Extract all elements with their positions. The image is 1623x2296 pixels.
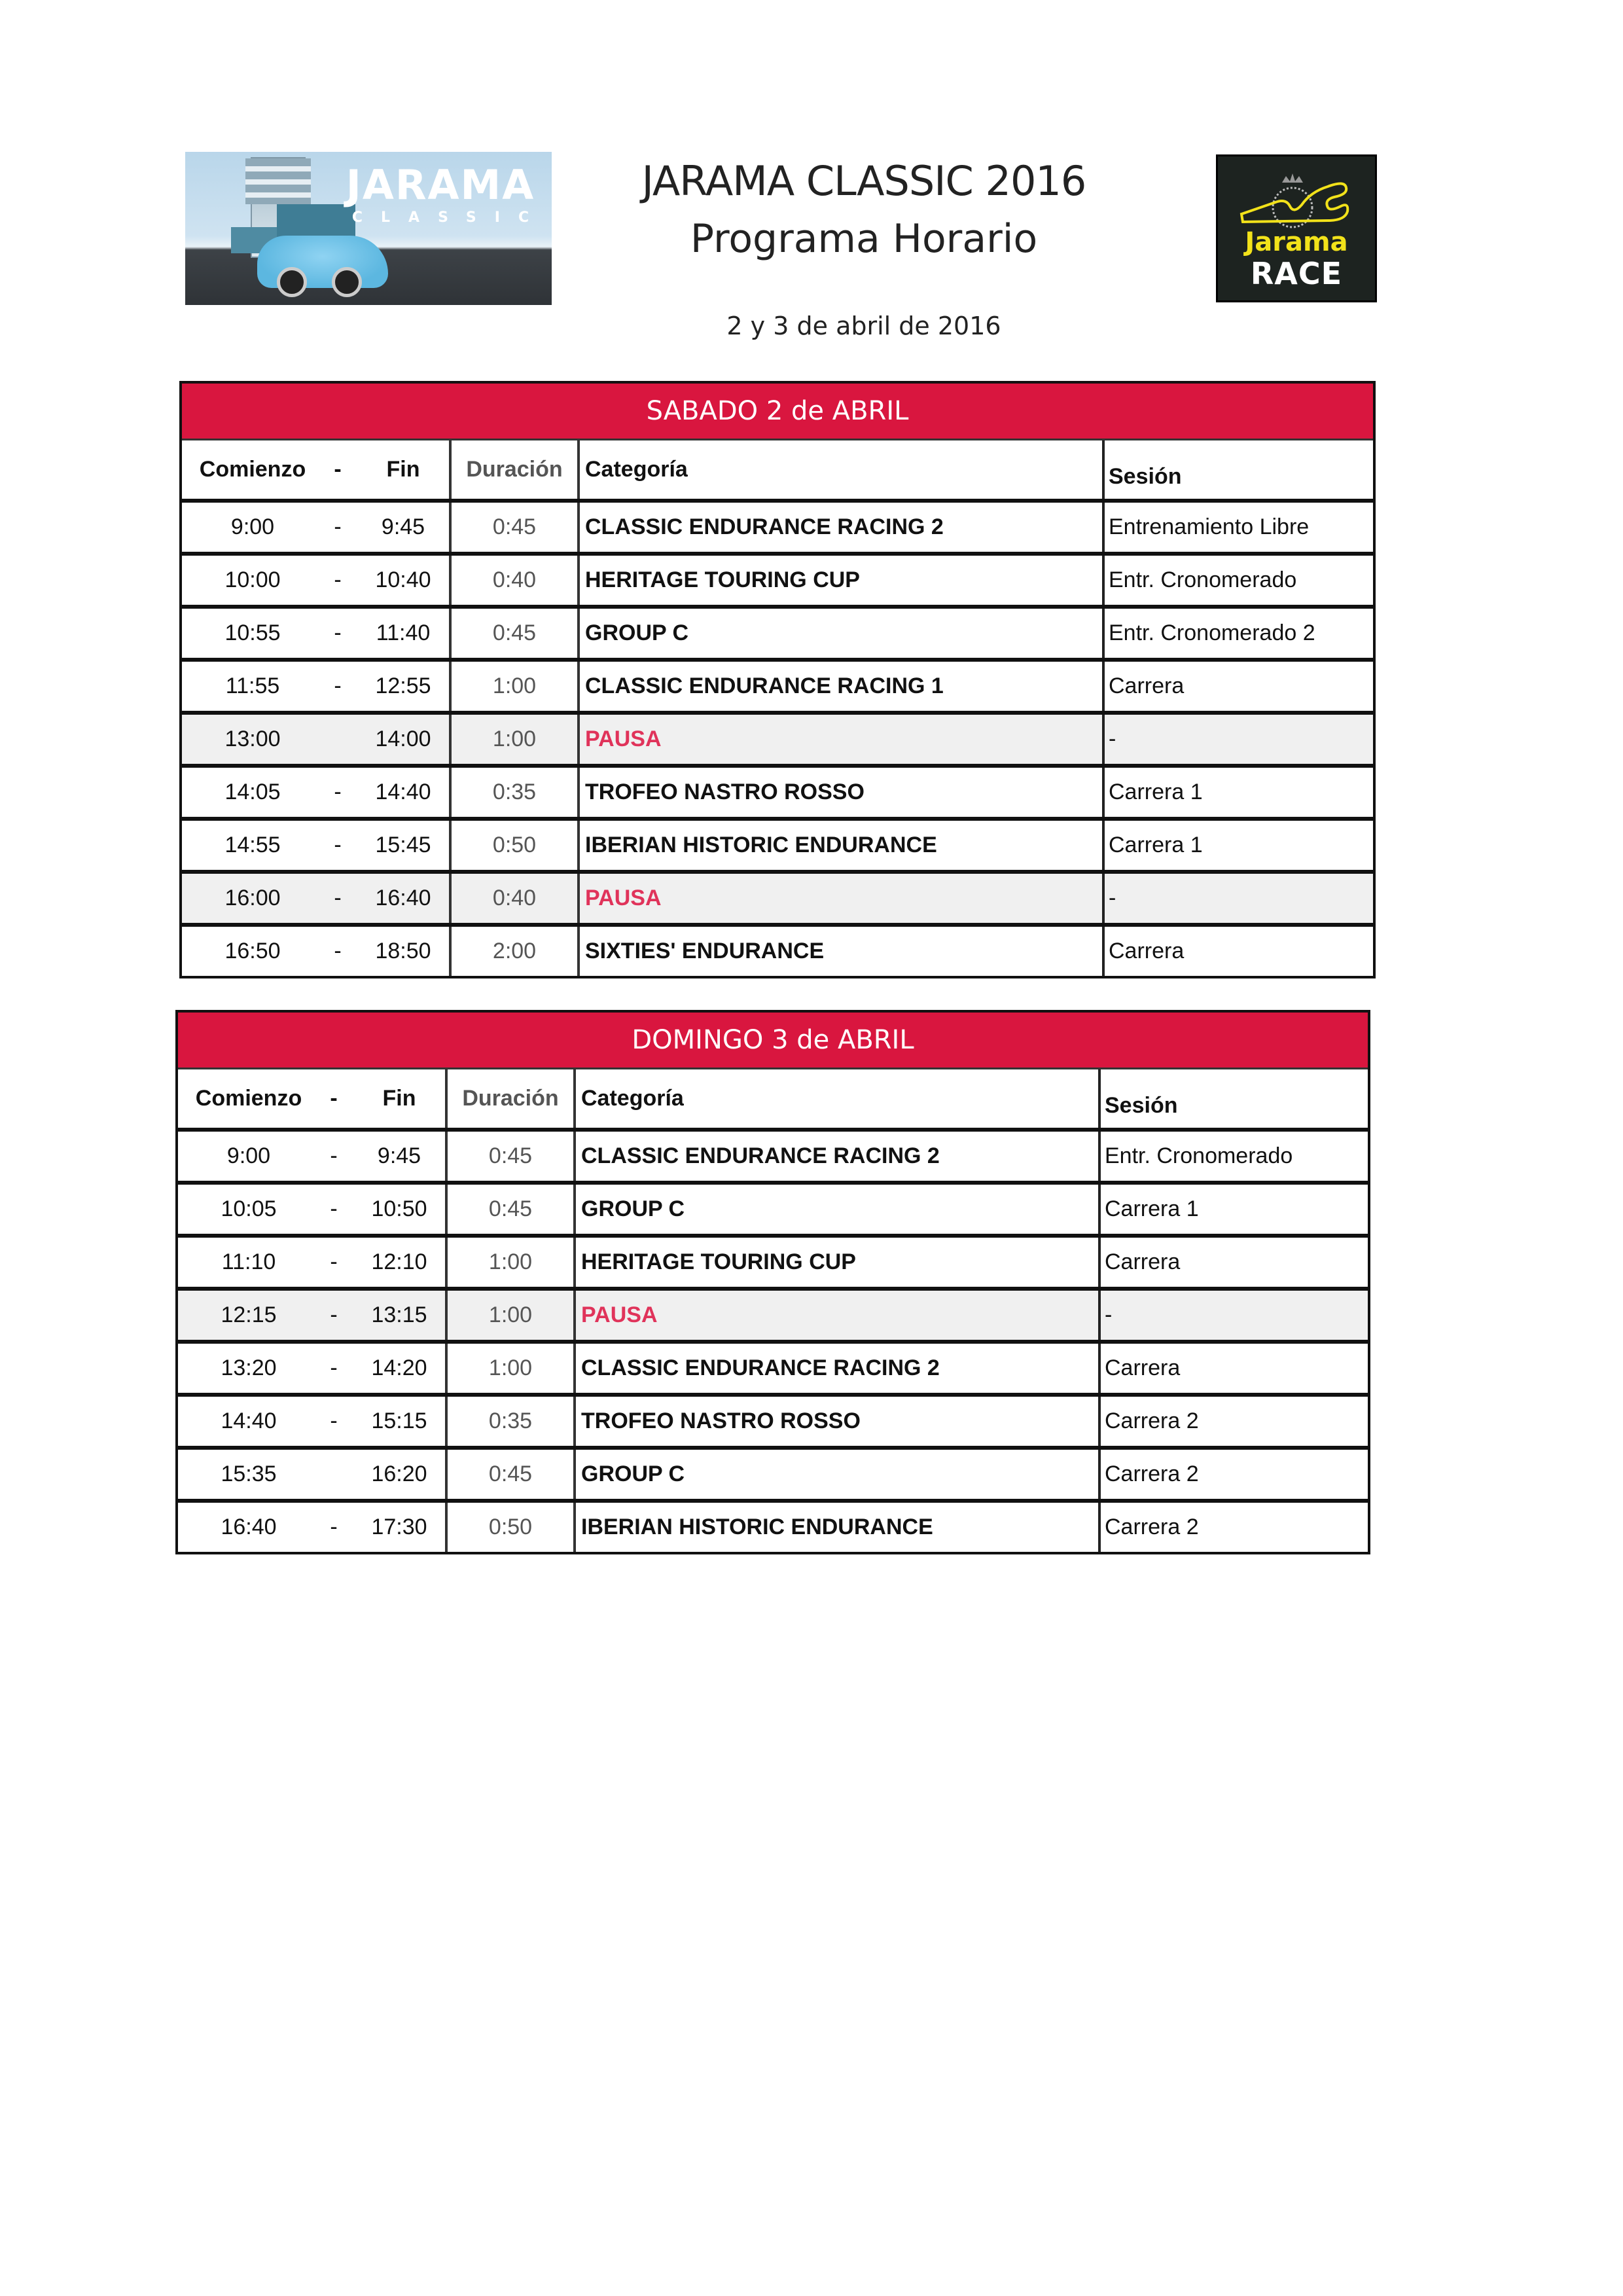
cell-category: TROFEO NASTRO ROSSO <box>579 766 1103 819</box>
schedule-table <box>182 440 1373 976</box>
cell-dash: - <box>314 1289 353 1342</box>
circuit-crest-icon <box>1230 168 1364 231</box>
cell-session: Entr. Cronomerado 2 <box>1103 607 1373 660</box>
cell-end: 17:30 <box>353 1501 446 1552</box>
cell-start: 16:40 <box>221 1515 277 1539</box>
column-header-duration: Duración <box>450 440 579 501</box>
cell-dash <box>314 1448 353 1501</box>
cell-dash: - <box>318 607 357 660</box>
table-row <box>178 1342 1368 1395</box>
cell-category: PAUSA <box>575 1289 1099 1342</box>
cell-end: 15:45 <box>357 819 450 872</box>
cell-duration: 0:35 <box>446 1395 575 1448</box>
cell-dash: - <box>318 501 357 554</box>
cell-duration: 0:40 <box>450 872 579 925</box>
cell-session: Entr. Cronomerado <box>1103 554 1373 607</box>
column-header-category: Categoría <box>575 1069 1099 1130</box>
cell-dash <box>318 713 357 766</box>
header-row <box>182 440 1373 501</box>
cell-end: 12:55 <box>357 660 450 713</box>
cell-dash: - <box>314 1183 353 1236</box>
table-row <box>178 1183 1368 1236</box>
cell-session: - <box>1103 713 1373 766</box>
cell-duration: 0:35 <box>450 766 579 819</box>
cell-dash: - <box>318 660 357 713</box>
table-row <box>178 1395 1368 1448</box>
pause-row <box>178 1289 1368 1342</box>
table-row <box>182 501 1373 554</box>
cell-session: Carrera 2 <box>1099 1395 1368 1448</box>
table-row <box>182 819 1373 872</box>
cell-start: 10:05 <box>178 1183 314 1236</box>
cell-duration: 0:45 <box>450 607 579 660</box>
logo-word-jarama: Jarama <box>1245 227 1348 257</box>
schedule-sunday <box>175 1010 1370 1554</box>
cell-category: GROUP C <box>579 607 1103 660</box>
cell-session: Carrera 2 <box>1099 1448 1368 1501</box>
cell-dash: - <box>314 1342 353 1395</box>
cell-session: Carrera <box>1099 1342 1368 1395</box>
cell-start: 10:00 <box>182 554 318 607</box>
cell-end: 10:40 <box>357 554 450 607</box>
day-title: DOMINGO 3 de ABRIL <box>178 1013 1368 1069</box>
table-row <box>178 1448 1368 1501</box>
cell-category: CLASSIC ENDURANCE RACING 2 <box>579 501 1103 554</box>
cell-end: 13:15 <box>353 1289 446 1342</box>
cell-start: 15:35 <box>178 1448 314 1501</box>
cell-session: Carrera <box>1099 1236 1368 1289</box>
cell-end: 14:20 <box>353 1342 446 1395</box>
table-row <box>182 607 1373 660</box>
cell-duration: 0:45 <box>446 1448 575 1501</box>
cell-end: 9:45 <box>353 1130 446 1183</box>
cell-dash: - <box>318 766 357 819</box>
classic-car-graphic <box>257 236 388 288</box>
column-header-category: Categoría <box>579 440 1103 501</box>
cell-category: SIXTIES' ENDURANCE <box>579 925 1103 976</box>
day-title: SABADO 2 de ABRIL <box>182 384 1373 440</box>
cell-start: 9:00 <box>182 501 318 554</box>
cell-duration: 0:45 <box>450 501 579 554</box>
cell-start: 16:00 <box>182 872 318 925</box>
cell-end: 14:40 <box>357 766 450 819</box>
column-header-session: Sesión <box>1103 440 1373 501</box>
cell-session: Carrera 2 <box>1105 1515 1199 1539</box>
pause-row <box>182 872 1373 925</box>
cell-dash: - <box>314 1395 353 1448</box>
cell-dash: - <box>330 1515 338 1539</box>
cell-end: 11:40 <box>357 607 450 660</box>
event-dates: 2 y 3 de abril de 2016 <box>726 312 1001 340</box>
cell-category: CLASSIC ENDURANCE RACING 2 <box>575 1130 1099 1183</box>
table-row <box>178 1501 1368 1552</box>
cell-session: Carrera 1 <box>1103 766 1373 819</box>
cell-session: Carrera <box>1103 660 1373 713</box>
column-header-end: Fin <box>357 440 450 501</box>
cell-duration: 0:40 <box>450 554 579 607</box>
column-header-start: Comienzo <box>178 1069 314 1130</box>
cell-start: 12:15 <box>178 1289 314 1342</box>
jarama-race-logo <box>1216 154 1377 302</box>
column-header-dash: - <box>314 1069 353 1130</box>
cell-dash: - <box>334 939 342 963</box>
cell-duration: 0:45 <box>446 1183 575 1236</box>
cell-end: 14:00 <box>357 713 450 766</box>
cell-duration: 0:50 <box>446 1501 575 1552</box>
column-header-end: Fin <box>353 1069 446 1130</box>
column-header-start: Comienzo <box>182 440 318 501</box>
cell-duration: 0:50 <box>450 819 579 872</box>
table-row <box>178 1236 1368 1289</box>
logo-word: JARAMA <box>346 161 535 209</box>
table-row <box>182 925 1373 976</box>
cell-session: - <box>1099 1289 1368 1342</box>
cell-dash: - <box>318 554 357 607</box>
cell-category: GROUP C <box>575 1448 1099 1501</box>
cell-start: 9:00 <box>178 1130 314 1183</box>
cell-dash: - <box>314 1130 353 1183</box>
cell-session: Carrera <box>1109 939 1185 963</box>
cell-category: TROFEO NASTRO ROSSO <box>575 1395 1099 1448</box>
cell-start: 14:55 <box>182 819 318 872</box>
cell-session: Entrenamiento Libre <box>1103 501 1373 554</box>
cell-end: 10:50 <box>353 1183 446 1236</box>
jarama-classic-logo <box>185 152 552 305</box>
cell-session: Carrera 1 <box>1099 1183 1368 1236</box>
cell-category: PAUSA <box>579 713 1103 766</box>
cell-category: HERITAGE TOURING CUP <box>575 1236 1099 1289</box>
cell-start: 14:40 <box>178 1395 314 1448</box>
cell-category: HERITAGE TOURING CUP <box>579 554 1103 607</box>
cell-category: PAUSA <box>579 872 1103 925</box>
cell-duration: 2:00 <box>450 925 579 976</box>
column-header-dash: - <box>318 440 357 501</box>
cell-category: IBERIAN HISTORIC ENDURANCE <box>579 819 1103 872</box>
cell-dash: - <box>314 1236 353 1289</box>
cell-end: 16:20 <box>353 1448 446 1501</box>
cell-start: 13:20 <box>178 1342 314 1395</box>
cell-duration: 1:00 <box>446 1342 575 1395</box>
cell-category: CLASSIC ENDURANCE RACING 2 <box>575 1342 1099 1395</box>
cell-duration: 0:45 <box>446 1130 575 1183</box>
cell-duration: 1:00 <box>446 1236 575 1289</box>
logo-word-race: RACE <box>1250 256 1343 291</box>
cell-start: 11:55 <box>182 660 318 713</box>
table-row <box>182 660 1373 713</box>
cell-end: 12:10 <box>353 1236 446 1289</box>
cell-start: 10:55 <box>182 607 318 660</box>
cell-session: - <box>1103 872 1373 925</box>
page-title: JARAMA CLASSIC 2016 <box>641 157 1086 205</box>
cell-dash: - <box>318 872 357 925</box>
table-row <box>178 1130 1368 1183</box>
table-row <box>182 766 1373 819</box>
table-row <box>182 554 1373 607</box>
column-header-duration: Duración <box>446 1069 575 1130</box>
cell-category: CLASSIC ENDURANCE RACING 1 <box>579 660 1103 713</box>
cell-dash: - <box>318 819 357 872</box>
page-subtitle: Programa Horario <box>690 216 1038 262</box>
cell-end: 18:50 <box>357 925 450 976</box>
cell-duration: 1:00 <box>446 1289 575 1342</box>
cell-start: 13:00 <box>182 713 318 766</box>
cell-end: 9:45 <box>357 501 450 554</box>
cell-session: Entr. Cronomerado <box>1099 1130 1368 1183</box>
schedule-table <box>178 1069 1368 1552</box>
cell-end: 16:40 <box>357 872 450 925</box>
column-header-session: Sesión <box>1099 1069 1368 1130</box>
cell-session: Carrera 1 <box>1103 819 1373 872</box>
logo-subword: CLASSIC <box>351 209 548 226</box>
cell-duration: 1:00 <box>450 660 579 713</box>
header-row <box>178 1069 1368 1130</box>
cell-duration: 1:00 <box>450 713 579 766</box>
pause-row <box>182 713 1373 766</box>
cell-category: GROUP C <box>575 1183 1099 1236</box>
cell-start: 16:50 <box>224 939 281 963</box>
cell-start: 11:10 <box>178 1236 314 1289</box>
schedule-saturday <box>179 381 1376 978</box>
cell-category: IBERIAN HISTORIC ENDURANCE <box>575 1501 1099 1552</box>
cell-start: 14:05 <box>182 766 318 819</box>
cell-end: 15:15 <box>353 1395 446 1448</box>
